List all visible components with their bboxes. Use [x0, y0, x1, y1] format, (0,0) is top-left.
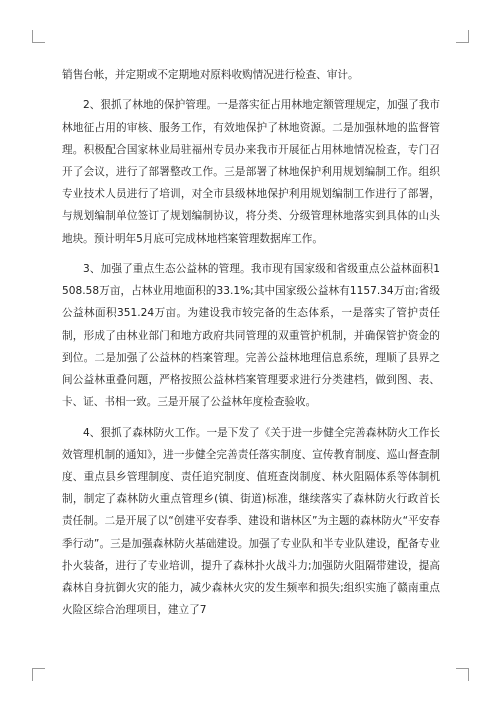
- paragraph-fire-prevention: 4、狠抓了森林防火工作。一是下发了《关于进一步健全完善森林防火工作长效管理机制的通知》，进一步健全完善责任落实制度、宣传教育制度、巡山督查制度、重点县乡管理制度、责任追究制度、值班查岗制度、林火阻隔体系等体制机制，制定了森林防火重点管理乡(镇、街道)标准，继续落实了森林防火行政首长责任制。二是开展了以“创建平安春季、建设和谐林区”为主题的森林防火“平安春季行动”。三是加强森林防火基础建设。加强了专业队和半专业队建设，配备专业扑火装备，进行了专业培训，提升了森林扑火战斗力;加强防火阻隔带建设，提高森林自身抗御火灾的能力，减少森林火灾的发生频率和损失;组织实施了赣南重点火险区综合治理项目，建立了7: [62, 426, 440, 617]
- crop-mark-top-right: [456, 30, 469, 43]
- crop-mark-top-left: [32, 30, 45, 43]
- crop-mark-bottom-right: [456, 668, 469, 681]
- paragraph-forest-land-protection: 2、狠抓了林地的保护管理。一是落实征占用林地定额管理规定，加强了我市林地征占用的审核、服务工作，有效地保护了林地资源。二是加强林地的监督管理。积极配合国家林业局驻福州专员办来我市开展征占用林地情况检查，专门召开了会议，进行了部署整改工作。三是部署了林地保护利用规划编制工作。组织专业技术人员进行了培训，对全市县级林地保护利用规划编制工作进行了部署，与规划编制单位签订了规划编制协议，将分类、分级管理林地落实到具体的山头地块。预计明年5月底可完成林地档案管理数据库工作。: [62, 99, 440, 245]
- paragraph-continuation: 销售台帐，并定期或不定期地对原料收购情况进行检查、审计。: [62, 69, 359, 81]
- crop-mark-bottom-left: [32, 668, 45, 681]
- paragraph-ecological-forest: 3、加强了重点生态公益林的管理。我市现有国家级和省级重点公益林面积1508.58万亩，占林业用地面积的33.1%;其中国家级公益林有1157.34万亩;省级公益林面积351.24万亩。为建设我市较完备的生态体系，一是落实了管护责任制，形成了由林业部门和地方政府共同管理的双重管护机制，并确保管护资金的到位。二是加强了公益林的档案管理。完善公益林地理信息系统，理顺了县界之间公益林重叠问题，严格按照公益林档案管理要求进行分类建档，做到图、表、卡、证、书相一致。三是开展了公益林年度检查验收。: [62, 263, 440, 409]
- document-body: [62, 64, 440, 621]
